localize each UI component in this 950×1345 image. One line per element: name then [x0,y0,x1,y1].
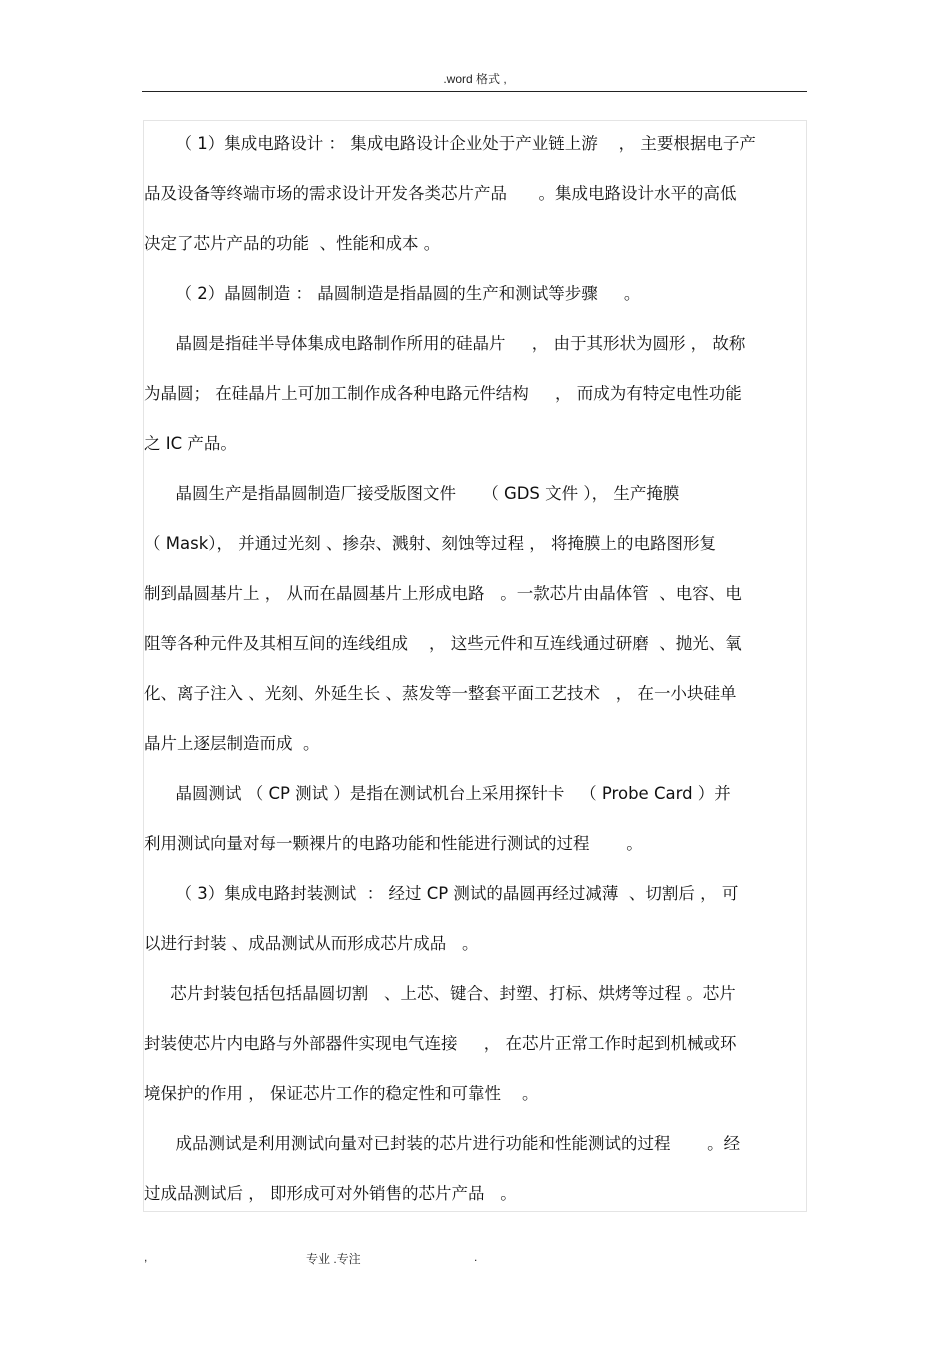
text-line: 利用测试向量对每一颗裸片的电路功能和性能进行测试的过程 。 [144,834,643,853]
text-line: 品及设备等终端市场的需求设计开发各类芯片产品 。集成电路设计水平的高低 [144,184,737,203]
text-line: 为晶圆； 在硅晶片上可加工制作成各种电路元件结构 ， 而成为有特定电性功能 [144,384,742,403]
text-line: 晶片上逐层制造而成 。 [144,734,320,753]
text-line: 晶圆生产是指晶圆制造厂接受版图文件 （ GDS 文件 ）， 生产掩膜 [144,484,680,503]
footer-left-mark: , [144,1250,148,1264]
text-line: 决定了芯片产品的功能 、性能和成本 。 [144,234,441,253]
text-line: 晶圆是指硅半导体集成电路制作所用的硅晶片 ， 由于其形状为圆形 ， 故称 [144,334,746,353]
text-line: （ 1）集成电路设计 ： 集成电路设计企业处于产业链上游 ， 主要根据电子产 [144,134,756,153]
text-line: 以进行封装 、成品测试从而形成芯片成品 。 [144,934,479,953]
footer-right-mark: . [474,1250,478,1264]
text-line: （ 2）晶圆制造 ： 晶圆制造是指晶圆的生产和测试等步骤 。 [144,284,641,303]
text-line: 晶圆测试 （ CP 测试 ）是指在测试机台上采用探针卡 （ Probe Card ）并 [144,784,731,803]
header-divider [142,91,807,92]
text-line: 芯片封装包括包括晶圆切割 、上芯、键合、封塑、打标、烘烤等过程 。芯片 [144,984,736,1003]
text-line: 制到晶圆基片上 ， 从而在晶圆基片上形成电路 。一款芯片由晶体管 、电容、电 [144,584,742,603]
text-line: 阻等各种元件及其相互间的连线组成 ， 这些元件和互连线通过研磨 、抛光、氧 [144,634,742,653]
footer-center: 专业 .专注 [306,1252,361,1266]
text-line: 过成品测试后 ， 即形成可对外销售的芯片产品 。 [144,1184,517,1203]
text-line: 之 IC 产品。 [144,434,237,453]
text-line: 成品测试是利用测试向量对已封装的芯片进行功能和性能测试的过程 。经 [144,1134,741,1153]
page-header: .word 格式 , [443,72,507,86]
text-line: 化、离子注入 、光刻、外延生长 、蒸发等一整套平面工艺技术 ， 在一小块硅单 [144,684,737,703]
text-line: 封装使芯片内电路与外部器件实现电气连接 ， 在芯片正常工作时起到机械或环 [144,1034,737,1053]
text-line: 境保护的作用 ， 保证芯片工作的稳定性和可靠性 。 [144,1084,539,1103]
text-line: （ 3）集成电路封装测试 ： 经过 CP 测试的晶圆再经过减薄 、切割后 ， 可 [144,884,739,903]
text-line: （ Mask）， 并通过光刻 、掺杂、溅射、刻蚀等过程 ， 将掩膜上的电路图形复 [144,534,716,553]
